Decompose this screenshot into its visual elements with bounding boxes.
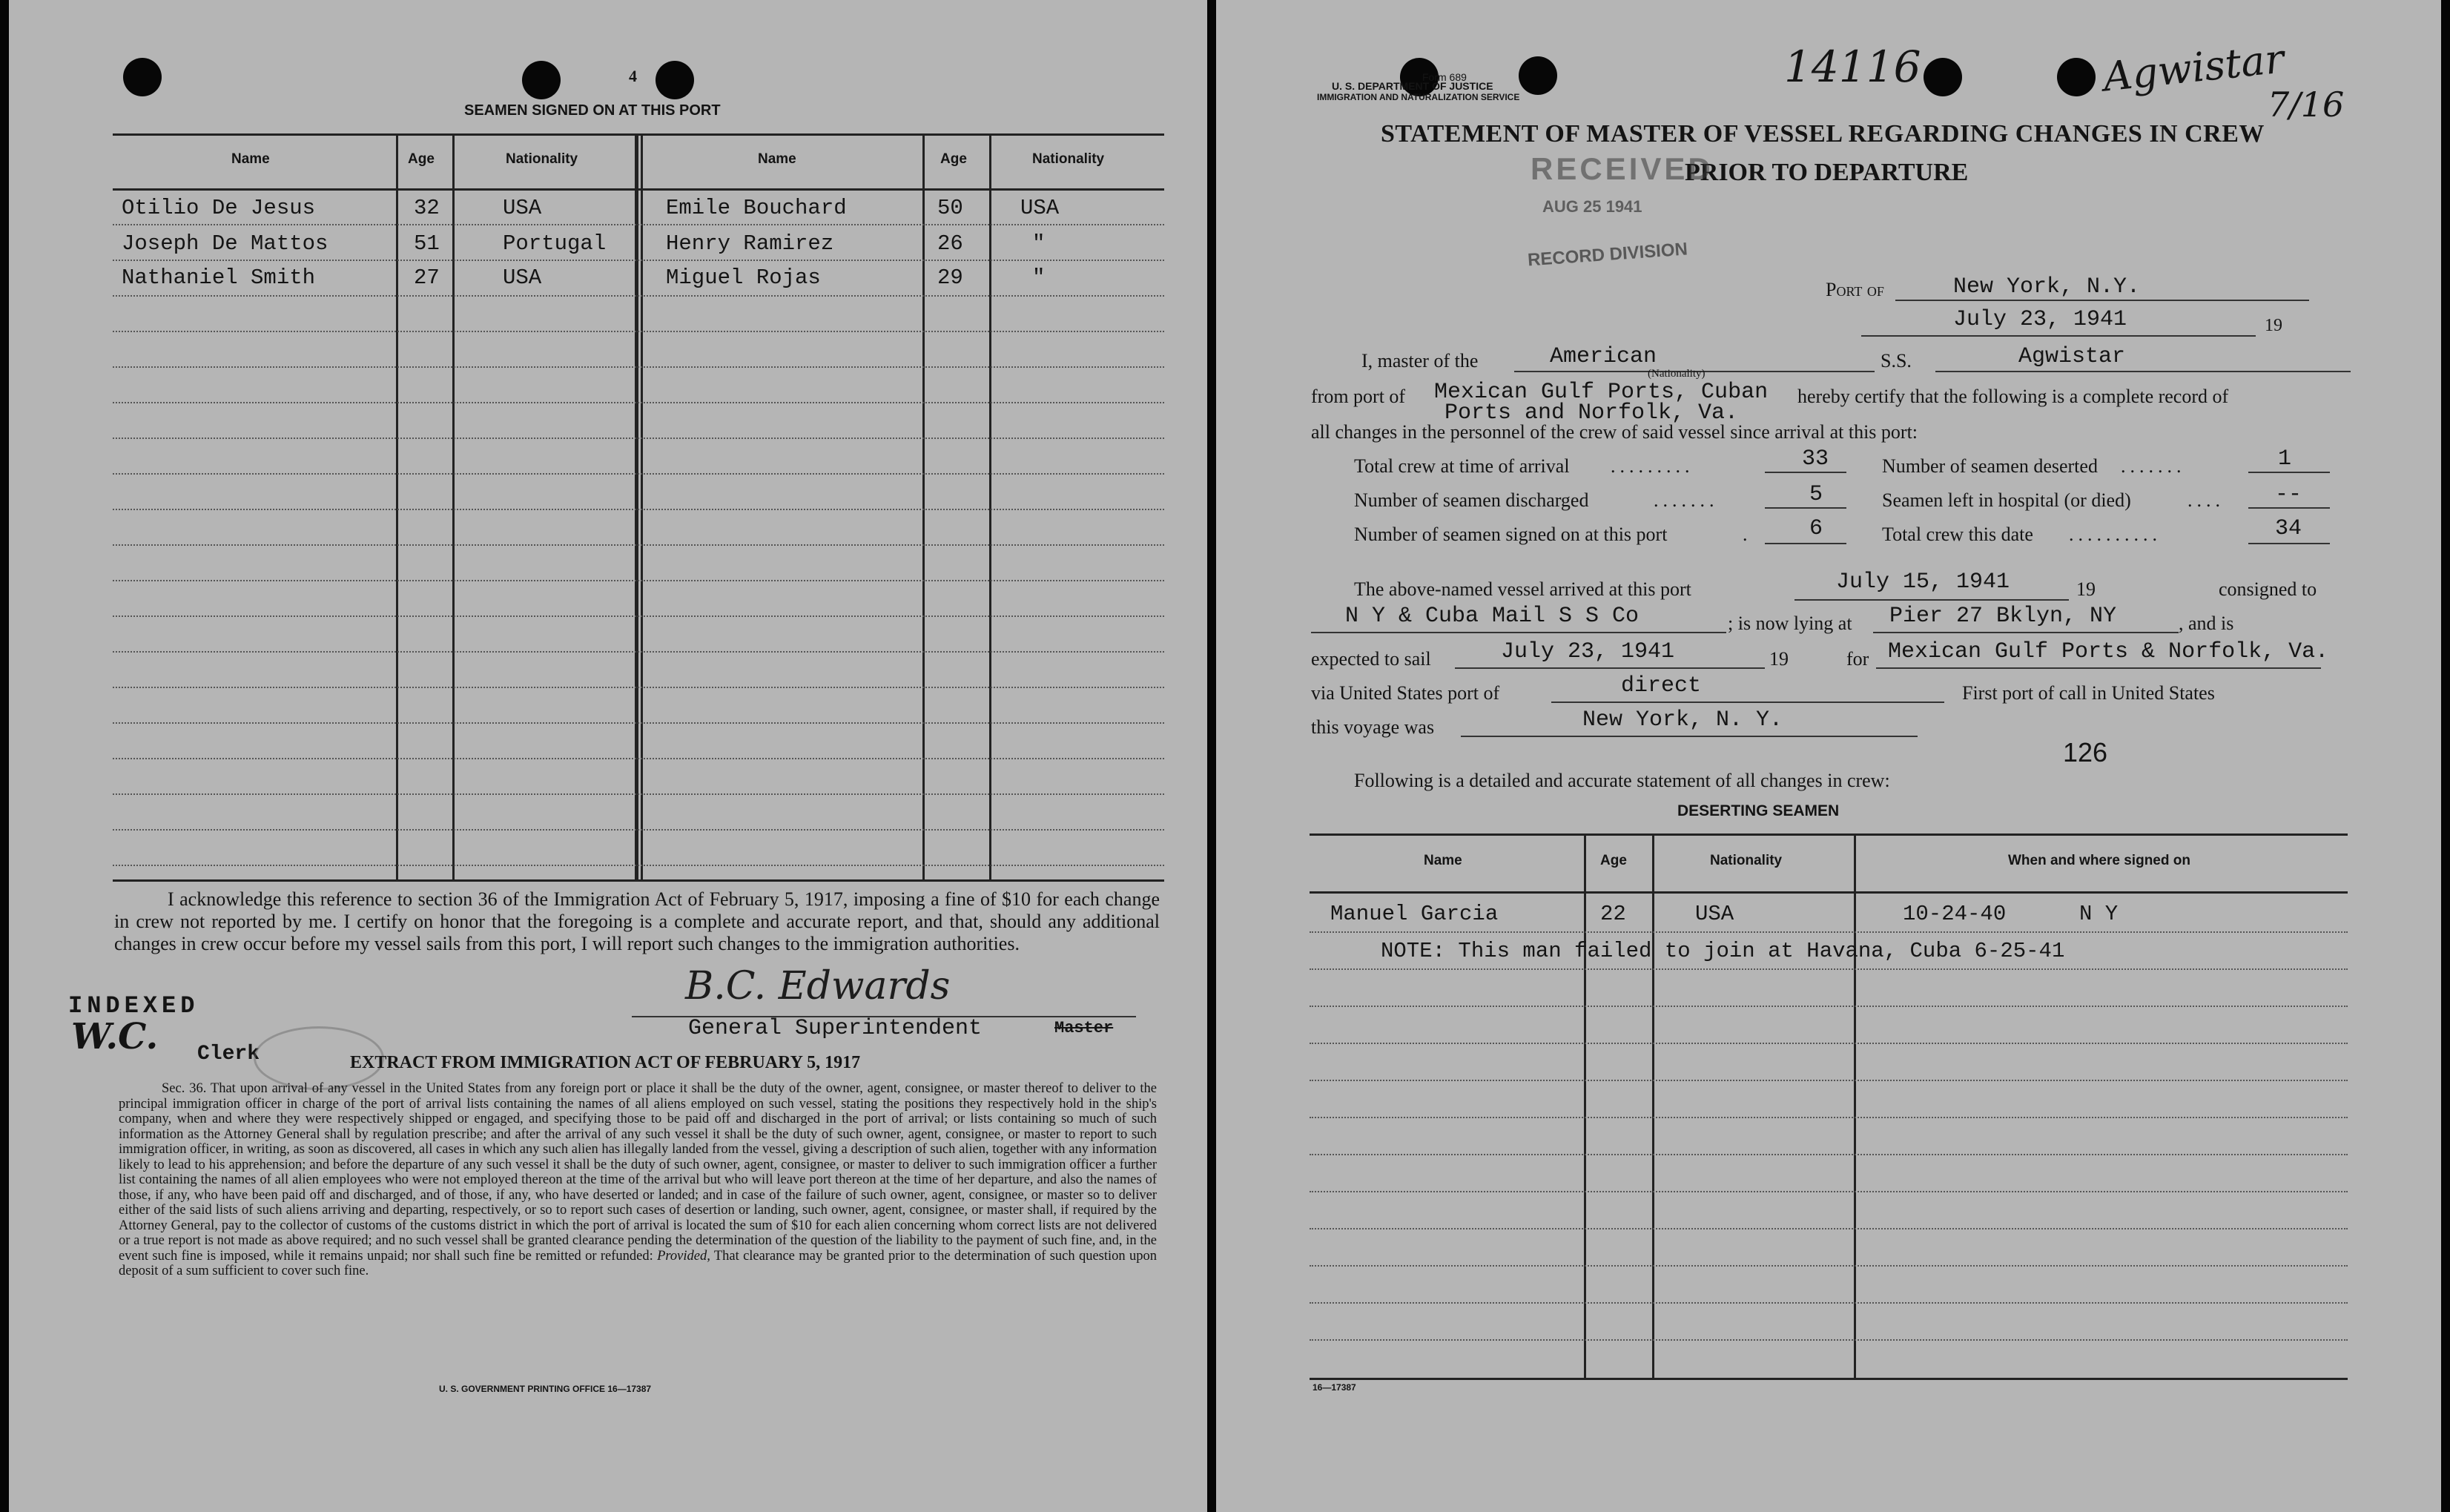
extract-title: EXTRACT FROM IMMIGRATION ACT OF FEBRUARY 5, 1917 xyxy=(350,1053,861,1072)
dot-leader: ......... xyxy=(1611,455,1694,477)
column-header: Name xyxy=(758,151,796,167)
deserter-note: NOTE: This man failed to join at Havana, Cuba 6-25-41 xyxy=(1381,939,2065,963)
ss-label: S.S. xyxy=(1881,350,1912,372)
table-cell: USA xyxy=(503,265,542,290)
all-changes-text: all changes in the personnel of the crew of said vessel since arrival at this port: xyxy=(1311,421,1918,443)
dot-leader: . xyxy=(1743,524,1748,545)
expected-year: 19 xyxy=(1769,648,1789,670)
clerk-initials: W.C. xyxy=(71,1016,159,1057)
deserter-nationality: USA xyxy=(1695,902,1734,926)
column-header: Age xyxy=(1600,853,1627,868)
ship-name: Agwistar xyxy=(2018,344,2126,369)
port-label: Port of xyxy=(1826,279,1884,300)
column-header: Nationality xyxy=(1032,151,1105,167)
signer-title: General Superintendent xyxy=(688,1016,983,1041)
stat-value: 5 xyxy=(1809,482,1823,507)
nationality-value: American xyxy=(1550,344,1657,369)
section-label: Sec. 36. xyxy=(162,1081,207,1096)
table-cell: Henry Ramirez xyxy=(666,231,834,256)
handwritten-vessel-name: Agwistar xyxy=(2101,35,2287,101)
provided-word: Provided, xyxy=(657,1248,710,1264)
printer-line: U. S. GOVERNMENT PRINTING OFFICE 16—17387 xyxy=(439,1384,652,1394)
acknowledgment-paragraph: I acknowledge this reference to section 36 of the Immigration Act of February 5, 1917, imposing a fine of $10 for each change in crew not reported by me. I certify on honor that the foregoing is a complete and accurate report, and that, should any additional changes in crew occur before my vessel sails from this port, I will report such changes to the immigration authorities. xyxy=(114,888,1160,954)
dot-leader: ....... xyxy=(1654,489,1719,511)
struck-master-label: Master xyxy=(1054,1019,1114,1037)
department-line-2: IMMIGRATION AND NATURALIZATION SERVICE xyxy=(1317,92,1520,102)
table-cell: " xyxy=(1032,265,1046,290)
port-value: New York, N.Y. xyxy=(1953,274,2141,300)
column-header: Nationality xyxy=(1710,853,1783,868)
from-port-label: from port of xyxy=(1311,386,1406,407)
table-cell: Joseph De Mattos xyxy=(122,231,328,256)
stat-value: -- xyxy=(2275,482,2302,507)
table-cell: 29 xyxy=(937,265,963,290)
table-cell: Nathaniel Smith xyxy=(122,265,316,290)
lying-label: ; is now lying at xyxy=(1728,613,1852,634)
seamen-signed-on-table xyxy=(113,133,1164,882)
stat-label: Total crew at time of arrival xyxy=(1354,455,1570,477)
and-is-label: , and is xyxy=(2179,613,2234,634)
received-stamp-date: AUG 25 1941 xyxy=(1542,197,1642,216)
consignee-value: N Y & Cuba Mail S S Co xyxy=(1345,604,1640,629)
punch-hole xyxy=(522,61,561,99)
dot-leader: .... xyxy=(2188,489,2225,511)
voyage-value: New York, N. Y. xyxy=(1582,707,1783,733)
column-header: When and where signed on xyxy=(2008,853,2190,868)
received-stamp: RECEIVED xyxy=(1531,151,1714,186)
column-header: Nationality xyxy=(506,151,578,167)
table-cell: Miguel Rojas xyxy=(666,265,821,290)
form-number: Form 689 xyxy=(1422,71,1467,83)
date-value: July 23, 1941 xyxy=(1953,307,2127,332)
right-page xyxy=(1216,0,2441,1512)
following-text: Following is a detailed and accurate statement of all changes in crew: xyxy=(1354,770,1890,791)
first-port-label: First port of call in United States xyxy=(1962,682,2215,704)
stat-value: 1 xyxy=(2278,446,2292,472)
column-header: Name xyxy=(1424,853,1462,868)
table-cell: Otilio De Jesus xyxy=(122,196,316,220)
punch-hole xyxy=(2057,58,2096,96)
arrived-value: July 15, 1941 xyxy=(1836,570,2010,595)
handwritten-file-number: 14116 xyxy=(1784,42,1921,92)
form-subtitle: PRIOR TO DEPARTURE xyxy=(1685,159,1969,186)
stat-label: Total crew this date xyxy=(1882,524,2033,545)
table-cell: 32 xyxy=(414,196,440,220)
table-cell: 50 xyxy=(937,196,963,220)
deserter-signed-place: N Y xyxy=(2079,902,2119,926)
deserter-age: 22 xyxy=(1600,902,1626,926)
stat-label: Number of seamen discharged xyxy=(1354,489,1589,511)
master-of-label: I, master of the xyxy=(1361,350,1479,372)
nationality-caption: (Nationality) xyxy=(1648,368,1706,380)
stat-label: Number of seamen deserted xyxy=(1882,455,2098,477)
column-header: Age xyxy=(940,151,967,167)
table-cell: " xyxy=(1032,231,1046,256)
deserter-name: Manuel Garcia xyxy=(1330,902,1499,926)
table-cell: 51 xyxy=(414,231,440,256)
via-value: direct xyxy=(1621,673,1702,699)
indexed-stamp: INDEXED xyxy=(68,992,199,1020)
lying-value: Pier 27 Bklyn, NY xyxy=(1889,604,2117,629)
from-port-value-2: Ports and Norfolk, Va. xyxy=(1444,400,1739,426)
punch-hole xyxy=(656,61,694,99)
expected-label: expected to sail xyxy=(1311,648,1431,670)
record-division-stamp: RECORD DIVISION xyxy=(1527,239,1688,271)
via-label: via United States port of xyxy=(1311,682,1500,704)
expected-value: July 23, 1941 xyxy=(1501,639,1675,664)
stat-value: 6 xyxy=(1809,516,1823,541)
left-page xyxy=(9,0,1207,1512)
table-cell: 27 xyxy=(414,265,440,290)
table-cell: USA xyxy=(1020,196,1060,220)
punch-hole xyxy=(1924,58,1962,96)
column-header: Name xyxy=(231,151,270,167)
section-36-text xyxy=(119,1081,1157,1279)
dot-leader: ....... xyxy=(2121,455,2186,477)
deserting-seamen-title: DESERTING SEAMEN xyxy=(1677,802,1840,819)
stat-value: 34 xyxy=(2275,516,2302,541)
section-tail: That clearance may be granted prior to the determination of such question upon deposit of a sum sufficient to cover such fine. xyxy=(119,1248,1157,1278)
punch-hole xyxy=(1519,56,1557,95)
arrived-year: 19 xyxy=(2076,578,2096,600)
arrived-label: The above-named vessel arrived at this port xyxy=(1354,578,1691,600)
table-cell: Emile Bouchard xyxy=(666,196,847,220)
deserter-signed-date: 10-24-40 xyxy=(1903,902,2007,926)
voyage-label: this voyage was xyxy=(1311,716,1435,738)
left-page-title: SEAMEN SIGNED ON AT THIS PORT xyxy=(464,102,721,119)
dot-leader: .......... xyxy=(2069,524,2162,545)
stat-value: 33 xyxy=(1802,446,1829,472)
page-number: 4 xyxy=(629,67,637,85)
certify-text: hereby certify that the following is a complete record of xyxy=(1797,386,2229,407)
handwritten-date: 7/16 xyxy=(2268,85,2345,125)
deserting-seamen-table xyxy=(1310,833,2348,1382)
clerk-label: Clerk xyxy=(197,1043,260,1066)
signature: B.C. Edwards xyxy=(685,964,951,1008)
form-footer: 16—17387 xyxy=(1312,1382,1356,1393)
for-value: Mexican Gulf Ports & Norfolk, Va. xyxy=(1888,639,2329,664)
section-body: That upon arrival of any vessel in the United States from any foreign port or place it shall be the duty of the owner, agent, consignee, or master thereof to deliver to the principal immigration officer in charge of the port of arrival lists containing the names of all aliens employed on such vessel, stating the positions they respectively hold in the ship's company, when and where they were respectively shipped or engaged, and specifying those to be paid off and discharged in the port of arrival; or lists containing so much of such information as the Attorney General shall by regulation prescribe; and after the arrival of any such vessel it shall be the duty of such owner, agent, consignee, or master to report to such immigration officer, in writing, as soon as discovered, all cases in which any such alien has illegally landed from the vessel, giving a description of such alien, together with any information likely to lead to his apprehension; and before the departure of any such vessel it shall be the duty of such owner, agent, consignee, or master to deliver to such immigration officer a further list containing the names of all alien employees who were not employed thereon at the time of the arrival but who will leave port thereon at the time of her departure, and also the names of those, if any, who have been paid off and discharged, and of those, if any, who have deserted or landed; and in case of the failure of such owner, agent, consignee, or master so to deliver either of the said lists of such aliens arriving and departing, respectively, or so to report such cases of desertion or landing, such owner, agent, consignee, or master shall, if required by the Attorney General, pay to the collector of customs of the customs district in which the port of arrival is located the sum of $10 for each alien concerning whom correct lists are not delivered or a true report is not made as above required; and no such vessel shall be granted clearance pending the determination of the question of the liability to the payment of such fine, and, in the event such fine is imposed, while it remains unpaid; nor shall such fine be remitted or refunded: xyxy=(119,1081,1158,1264)
table-cell: USA xyxy=(503,196,542,220)
table-cell: Portugal xyxy=(503,231,607,256)
stat-label: Seamen left in hospital (or died) xyxy=(1882,489,2131,511)
form-title: STATEMENT OF MASTER OF VESSEL REGARDING CHANGES IN CREW xyxy=(1381,120,2265,148)
stat-label: Number of seamen signed on at this port xyxy=(1354,524,1668,545)
table-cell: 26 xyxy=(937,231,963,256)
punch-hole xyxy=(123,58,162,96)
column-header: Age xyxy=(408,151,435,167)
from-port-value: Mexican Gulf Ports, Cuban xyxy=(1434,380,1769,405)
for-label: for xyxy=(1846,648,1869,670)
department-line-1: U. S. DEPARTMENT OF JUSTICE xyxy=(1332,80,1493,92)
stamped-number: 126 xyxy=(2063,737,2108,767)
year-suffix: 19 xyxy=(2265,316,2282,335)
consigned-label: consigned to xyxy=(2219,578,2317,600)
